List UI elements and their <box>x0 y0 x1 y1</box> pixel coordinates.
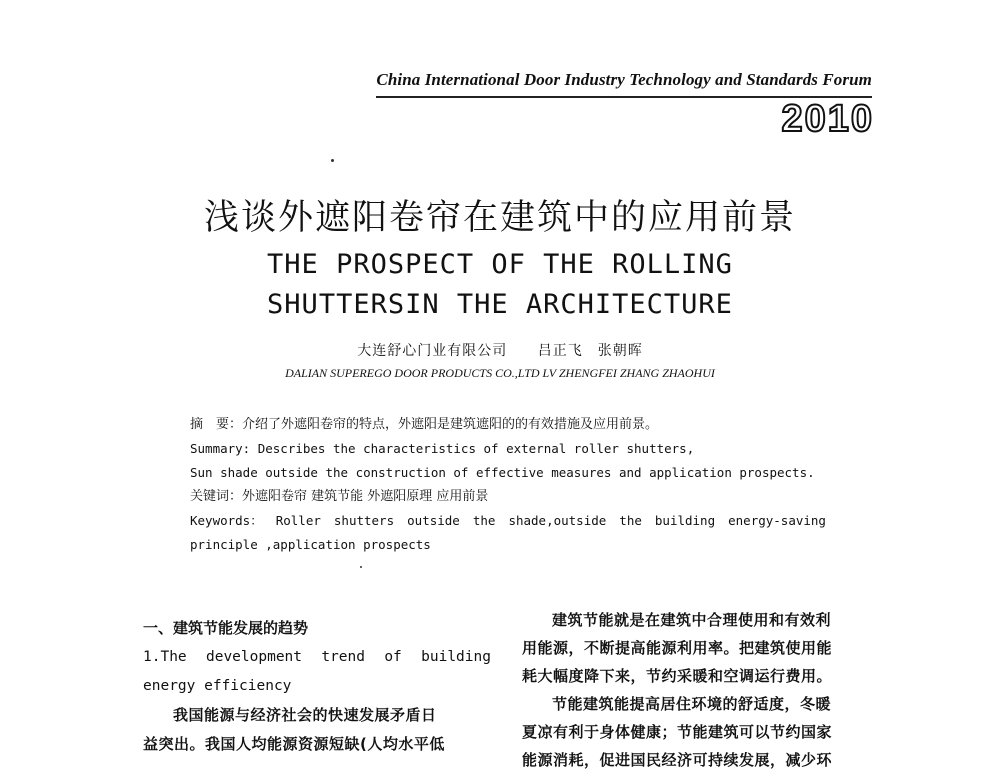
keywords-chinese: 关键词：外遮阳卷帘 建筑节能 外遮阳原理 应用前景 <box>190 489 489 504</box>
body-line: 节能建筑能提高居住环境的舒适度，冬暖 <box>552 695 832 713</box>
left-column <box>143 614 491 759</box>
keyword-word: Keywords： <box>190 513 263 528</box>
title-english-line1: THE PROSPECT OF THE ROLLING <box>267 249 733 280</box>
authors-english: DALIAN SUPEREGO DOOR PRODUCTS CO.,LTD LV ZHENGFEI ZHANG ZHAOHUI <box>285 366 715 380</box>
body-line: 能源消耗，促进国民经济可持续发展，减少环 <box>522 751 833 769</box>
keyword-word: shutters <box>333 513 395 528</box>
sub-heading-line2: energy efficiency <box>143 678 292 694</box>
body-line: 我国能源与经济社会的快速发展矛盾日 <box>173 706 437 724</box>
keywords-english-line2: principle ,application prospects <box>190 537 431 552</box>
speck-mark <box>360 566 362 568</box>
body-line: 用能源，不断提高能源利用率。把建筑使用能 <box>522 639 833 657</box>
abstract-chinese: 摘 要：介绍了外遮阳卷帘的特点，外遮阳是建筑遮阳的的有效措施及应用前景。 <box>190 417 659 432</box>
keyword-word: energy-saving <box>728 513 826 528</box>
keyword-word: the <box>619 513 642 528</box>
sub-heading-word: building <box>421 649 491 665</box>
keyword-word: building <box>654 513 716 528</box>
sub-heading-word: development <box>205 649 303 665</box>
keyword-word: Roller <box>275 513 321 528</box>
sub-heading-word: 1.The <box>143 649 187 665</box>
title-english-line2: SHUTTERSIN THE ARCHITECTURE <box>267 289 733 320</box>
sub-heading-word: of <box>384 649 402 665</box>
right-column <box>522 606 874 774</box>
body-line: 夏凉有利于身体健康；节能建筑可以节约国家 <box>522 723 833 741</box>
keywords-english-line1 <box>190 509 826 533</box>
forum-year: 2010 <box>781 98 874 140</box>
title-chinese: 浅谈外遮阳卷帘在建筑中的应用前景 <box>203 198 796 238</box>
sub-heading-word: trend <box>321 649 365 665</box>
speck-mark <box>331 159 334 162</box>
authors-chinese: 大连舒心门业有限公司 吕正飞 张朝晖 <box>357 343 643 359</box>
keyword-word: the <box>472 513 496 528</box>
body-line: 益突出。我国人均能源资源短缺(人均水平低 <box>143 735 445 753</box>
keyword-word: shade,outside <box>508 513 607 528</box>
summary-line1: Summary: Describes the characteristics of external roller shutters, <box>190 441 695 456</box>
summary-line2: Sun shade outside the construction of effective measures and application prospects. <box>190 465 815 480</box>
abstract-block <box>190 413 840 557</box>
keyword-word: outside <box>407 513 460 528</box>
sub-heading-line1 <box>143 643 491 672</box>
section-heading: 一、建筑节能发展的趋势 <box>143 619 309 637</box>
body-line: 耗大幅度降下来，节约采暖和空调运行费用。 <box>522 667 833 685</box>
forum-header: China International Door Industry Technology and Standards Forum <box>376 70 872 89</box>
body-line: 建筑节能就是在建筑中合理使用和有效利 <box>552 611 832 629</box>
